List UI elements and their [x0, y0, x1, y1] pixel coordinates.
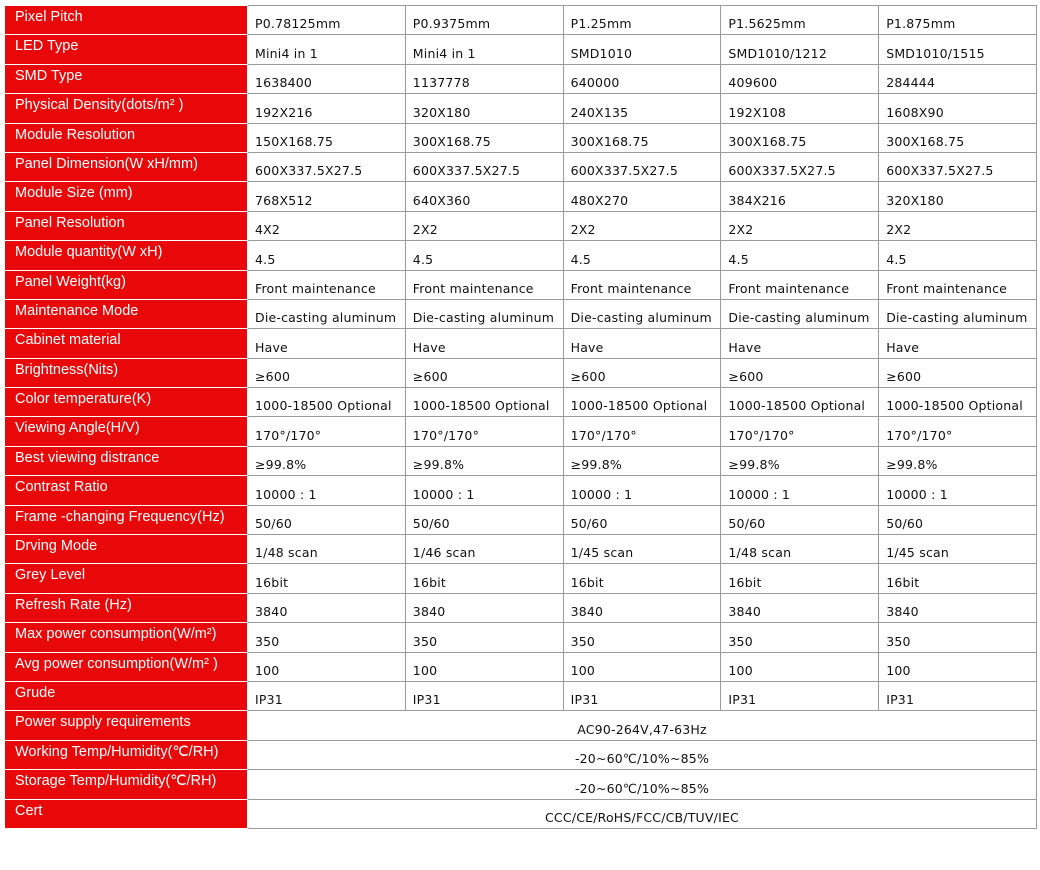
spec-row	[5, 476, 1037, 505]
spec-label: Panel Dimension(W xH/mm)	[5, 152, 248, 181]
spec-value: 3840	[879, 593, 1037, 622]
spec-value: 240X135	[563, 94, 721, 123]
spec-value: 1000-18500 Optional	[248, 388, 406, 417]
spec-value: Front maintenance	[248, 270, 406, 299]
spec-value: Die-casting aluminum	[721, 299, 879, 328]
spec-row	[5, 564, 1037, 593]
spec-value: 284444	[879, 64, 1037, 93]
spec-row	[5, 740, 1037, 769]
spec-row	[5, 417, 1037, 446]
spec-value-merged: -20~60℃/10%~85%	[248, 740, 1037, 769]
spec-label: Frame -changing Frequency(Hz)	[5, 505, 248, 534]
spec-value: Have	[721, 329, 879, 358]
spec-label: Panel Resolution	[5, 211, 248, 240]
spec-label: Avg power consumption(W/m² )	[5, 652, 248, 681]
spec-value: 2X2	[405, 211, 563, 240]
spec-value: IP31	[248, 681, 406, 710]
spec-value: 300X168.75	[721, 123, 879, 152]
spec-value: 1/48 scan	[248, 535, 406, 564]
spec-value: Front maintenance	[879, 270, 1037, 299]
spec-row	[5, 299, 1037, 328]
spec-label: Module quantity(W xH)	[5, 241, 248, 270]
spec-value: ≥99.8%	[563, 446, 721, 475]
spec-row	[5, 270, 1037, 299]
spec-value: ≥99.8%	[405, 446, 563, 475]
spec-value: 640X360	[405, 182, 563, 211]
spec-value: 1000-18500 Optional	[721, 388, 879, 417]
spec-value-merged: -20~60℃/10%~85%	[248, 770, 1037, 799]
spec-value: 300X168.75	[563, 123, 721, 152]
spec-value: 1/45 scan	[563, 535, 721, 564]
spec-value: 4.5	[405, 241, 563, 270]
spec-value: Die-casting aluminum	[563, 299, 721, 328]
spec-value: 2X2	[563, 211, 721, 240]
spec-label: Drving Mode	[5, 535, 248, 564]
spec-label: Working Temp/Humidity(℃/RH)	[5, 740, 248, 769]
spec-value: Have	[405, 329, 563, 358]
spec-label: Cabinet material	[5, 329, 248, 358]
spec-value: Have	[879, 329, 1037, 358]
spec-value: 100	[563, 652, 721, 681]
spec-value: ≥600	[405, 358, 563, 387]
spec-value: SMD1010/1515	[879, 35, 1037, 64]
spec-value: 320X180	[879, 182, 1037, 211]
spec-value: Mini4 in 1	[405, 35, 563, 64]
spec-value: 50/60	[879, 505, 1037, 534]
spec-value: Mini4 in 1	[248, 35, 406, 64]
spec-row	[5, 94, 1037, 123]
spec-value: 170°/170°	[248, 417, 406, 446]
spec-label: SMD Type	[5, 64, 248, 93]
spec-value-merged: CCC/CE/RoHS/FCC/CB/TUV/IEC	[248, 799, 1037, 828]
spec-value: ≥600	[563, 358, 721, 387]
spec-row	[5, 64, 1037, 93]
spec-row	[5, 770, 1037, 799]
spec-value: 350	[405, 623, 563, 652]
spec-row	[5, 6, 1037, 35]
spec-row	[5, 593, 1037, 622]
spec-value: 50/60	[721, 505, 879, 534]
spec-value: 10000 : 1	[879, 476, 1037, 505]
spec-value: 100	[248, 652, 406, 681]
spec-row	[5, 388, 1037, 417]
spec-row	[5, 681, 1037, 710]
spec-value: 350	[248, 623, 406, 652]
spec-value: Have	[563, 329, 721, 358]
spec-value: Die-casting aluminum	[405, 299, 563, 328]
spec-value: ≥99.8%	[248, 446, 406, 475]
spec-value: 768X512	[248, 182, 406, 211]
spec-value: 3840	[563, 593, 721, 622]
spec-label: Physical Density(dots/m² )	[5, 94, 248, 123]
spec-value: 600X337.5X27.5	[879, 152, 1037, 181]
spec-label: LED Type	[5, 35, 248, 64]
spec-row	[5, 446, 1037, 475]
spec-value: IP31	[721, 681, 879, 710]
spec-value: Die-casting aluminum	[879, 299, 1037, 328]
spec-value: ≥600	[248, 358, 406, 387]
spec-value: Front maintenance	[405, 270, 563, 299]
spec-value: 384X216	[721, 182, 879, 211]
spec-label: Max power consumption(W/m²)	[5, 623, 248, 652]
spec-value: 1000-18500 Optional	[563, 388, 721, 417]
spec-label: Color temperature(K)	[5, 388, 248, 417]
spec-table-body	[5, 6, 1037, 829]
spec-value: 100	[405, 652, 563, 681]
spec-label: Brightness(Nits)	[5, 358, 248, 387]
spec-value: 300X168.75	[879, 123, 1037, 152]
spec-label: Module Size (mm)	[5, 182, 248, 211]
spec-value: 600X337.5X27.5	[721, 152, 879, 181]
spec-label: Power supply requirements	[5, 711, 248, 740]
spec-label: Maintenance Mode	[5, 299, 248, 328]
spec-value: 10000 : 1	[248, 476, 406, 505]
spec-row	[5, 152, 1037, 181]
spec-value: 1137778	[405, 64, 563, 93]
spec-label: Pixel Pitch	[5, 6, 248, 35]
spec-value: 1000-18500 Optional	[405, 388, 563, 417]
spec-label: Contrast Ratio	[5, 476, 248, 505]
spec-value: 10000 : 1	[721, 476, 879, 505]
spec-value: 50/60	[248, 505, 406, 534]
spec-value: 600X337.5X27.5	[405, 152, 563, 181]
spec-value: 409600	[721, 64, 879, 93]
spec-value: P1.5625mm	[721, 6, 879, 35]
spec-value: 1000-18500 Optional	[879, 388, 1037, 417]
spec-value: Die-casting aluminum	[248, 299, 406, 328]
spec-value: 170°/170°	[879, 417, 1037, 446]
spec-row	[5, 358, 1037, 387]
spec-value: 50/60	[563, 505, 721, 534]
spec-label: Refresh Rate (Hz)	[5, 593, 248, 622]
spec-value: 300X168.75	[405, 123, 563, 152]
spec-value: 170°/170°	[405, 417, 563, 446]
spec-value: ≥99.8%	[721, 446, 879, 475]
spec-value: IP31	[405, 681, 563, 710]
spec-label: Viewing Angle(H/V)	[5, 417, 248, 446]
spec-row	[5, 35, 1037, 64]
spec-value: SMD1010/1212	[721, 35, 879, 64]
spec-value: IP31	[879, 681, 1037, 710]
spec-value: 1/46 scan	[405, 535, 563, 564]
spec-row	[5, 799, 1037, 828]
spec-value: 350	[879, 623, 1037, 652]
spec-value: 600X337.5X27.5	[248, 152, 406, 181]
spec-value: 100	[879, 652, 1037, 681]
spec-value: 16bit	[248, 564, 406, 593]
spec-value: 192X216	[248, 94, 406, 123]
spec-label: Panel Weight(kg)	[5, 270, 248, 299]
spec-value: Have	[248, 329, 406, 358]
spec-value: 100	[721, 652, 879, 681]
spec-value: Front maintenance	[721, 270, 879, 299]
spec-value: P0.9375mm	[405, 6, 563, 35]
spec-value: 1/48 scan	[721, 535, 879, 564]
spec-value: 4X2	[248, 211, 406, 240]
spec-value: ≥99.8%	[879, 446, 1037, 475]
spec-label: Grey Level	[5, 564, 248, 593]
spec-value: 16bit	[405, 564, 563, 593]
spec-label: Storage Temp/Humidity(℃/RH)	[5, 770, 248, 799]
spec-label: Module Resolution	[5, 123, 248, 152]
spec-value: ≥600	[879, 358, 1037, 387]
spec-value: P1.875mm	[879, 6, 1037, 35]
spec-value: P0.78125mm	[248, 6, 406, 35]
spec-value: 16bit	[563, 564, 721, 593]
spec-value: 1/45 scan	[879, 535, 1037, 564]
spec-value: 1638400	[248, 64, 406, 93]
spec-row	[5, 211, 1037, 240]
spec-row	[5, 505, 1037, 534]
spec-value: 170°/170°	[721, 417, 879, 446]
spec-value: SMD1010	[563, 35, 721, 64]
spec-value: 170°/170°	[563, 417, 721, 446]
spec-row	[5, 623, 1037, 652]
spec-value: 350	[563, 623, 721, 652]
spec-row	[5, 123, 1037, 152]
spec-row	[5, 535, 1037, 564]
spec-label: Cert	[5, 799, 248, 828]
spec-value: 480X270	[563, 182, 721, 211]
spec-value: IP31	[563, 681, 721, 710]
spec-value: 3840	[405, 593, 563, 622]
spec-value: 192X108	[721, 94, 879, 123]
spec-value: 4.5	[248, 241, 406, 270]
spec-row	[5, 329, 1037, 358]
spec-value: 350	[721, 623, 879, 652]
spec-value: ≥600	[721, 358, 879, 387]
spec-value: 3840	[248, 593, 406, 622]
spec-value: 2X2	[721, 211, 879, 240]
spec-value: 4.5	[879, 241, 1037, 270]
spec-value: 50/60	[405, 505, 563, 534]
spec-row	[5, 711, 1037, 740]
spec-value: 320X180	[405, 94, 563, 123]
spec-value: 640000	[563, 64, 721, 93]
spec-value: 16bit	[879, 564, 1037, 593]
spec-row	[5, 241, 1037, 270]
spec-table	[4, 5, 1037, 829]
spec-value: Front maintenance	[563, 270, 721, 299]
spec-value: 10000 : 1	[405, 476, 563, 505]
spec-value: 3840	[721, 593, 879, 622]
spec-value-merged: AC90-264V,47-63Hz	[248, 711, 1037, 740]
spec-value: 4.5	[721, 241, 879, 270]
spec-value: 4.5	[563, 241, 721, 270]
spec-value: 150X168.75	[248, 123, 406, 152]
spec-value: 2X2	[879, 211, 1037, 240]
spec-row	[5, 652, 1037, 681]
spec-value: P1.25mm	[563, 6, 721, 35]
spec-label: Grude	[5, 681, 248, 710]
spec-row	[5, 182, 1037, 211]
spec-label: Best viewing distrance	[5, 446, 248, 475]
spec-value: 600X337.5X27.5	[563, 152, 721, 181]
spec-value: 10000 : 1	[563, 476, 721, 505]
spec-value: 1608X90	[879, 94, 1037, 123]
spec-value: 16bit	[721, 564, 879, 593]
